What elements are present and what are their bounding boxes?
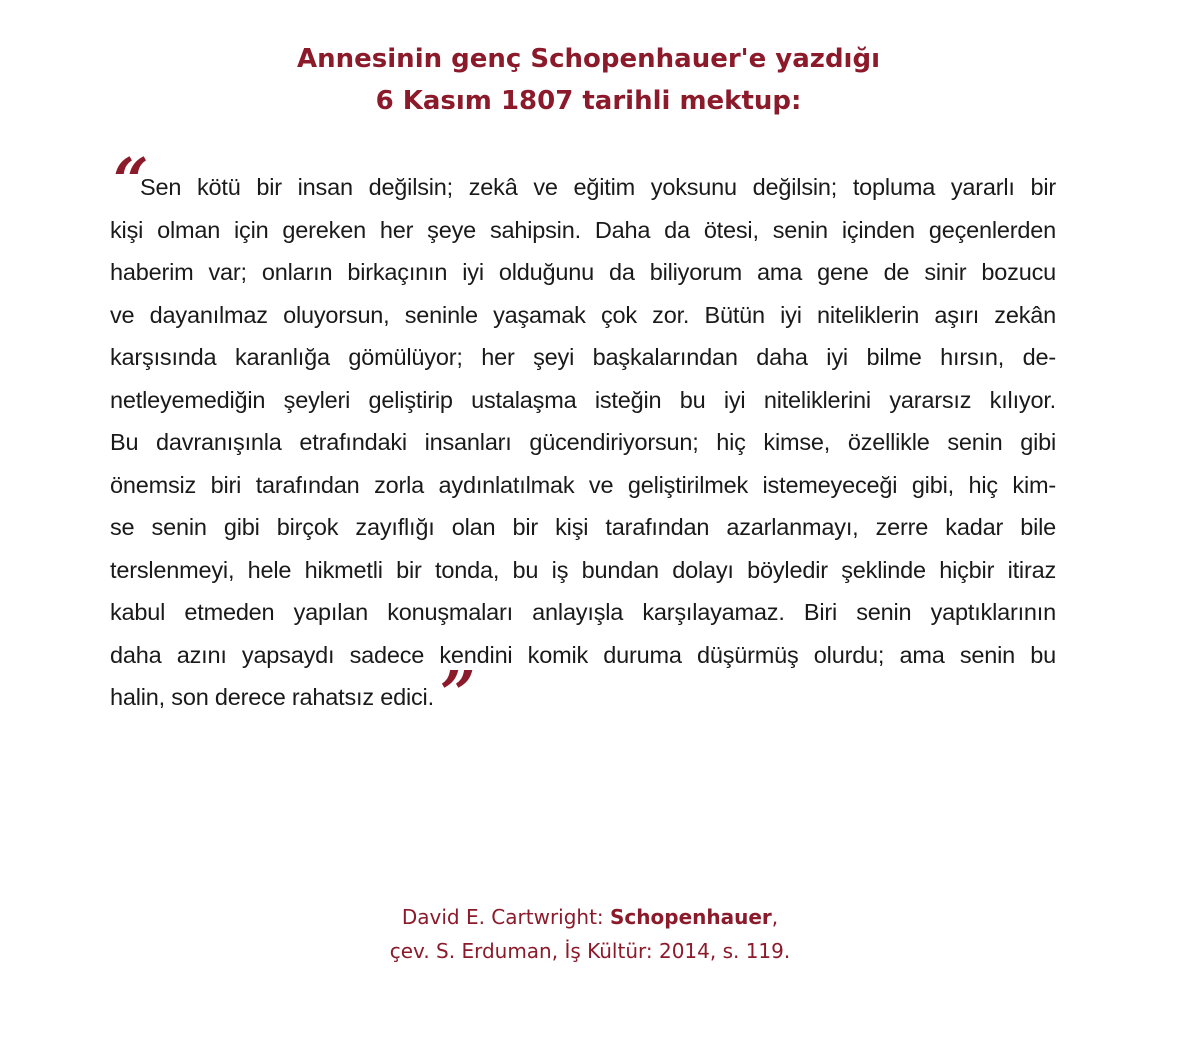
title-line-1: Annesinin genç Schopenhauer'e yazdığı (297, 44, 880, 74)
quote-line: karşısında karanlığa gömülüyor; her şeyi başkalarından daha iyi bilme hırsın, de- (110, 344, 1056, 370)
quote-line: se senin gibi birçok zayıflığı olan bir kişi tarafından azarlanmayı, zerre kadar bile (110, 514, 1056, 540)
close-quote-mark: ” (439, 657, 476, 730)
quote-line: kişi olman için gereken her şeye sahipsin. Daha da ötesi, senin içinden geçenlerden (110, 216, 1056, 243)
quote-line-text: Sen kötü bir insan değilsin; zekâ ve eğitim yoksunu değilsin; topluma yararlı bir (140, 174, 1056, 200)
quote-line: netleyemediğin şeyleri geliştirip ustalaşma isteğin bu iyi niteliklerini yararsız kılıyor. (110, 386, 1056, 413)
quote-line: terslenmeyi, hele hikmetli bir tonda, bu iş bundan dolayı böyledir şeklinde hiçbir itiraz (110, 556, 1056, 583)
open-quote-mark: “ (113, 144, 149, 217)
quote-body (110, 166, 1056, 730)
quote-line: Bu davranışınla etrafındaki insanları gücendiriyorsun; hiç kimse, özellikle senin gibi (110, 429, 1056, 455)
quote-line: önemsiz biri tarafından zorla aydınlatılmak ve geliştirilmek istemeyeceği gibi, hiç kim- (110, 471, 1056, 498)
quote-line (110, 657, 1056, 730)
title-line-2: 6 Kasım 1807 tarihli mektup: (375, 86, 802, 116)
citation-comma: , (771, 905, 779, 929)
quote-line-text: halin, son derece rahatsız edici. (110, 684, 434, 710)
citation-line-2: çev. S. Erduman, İş Kültür: 2014, s. 119. (389, 939, 791, 963)
citation-author: David E. Cartwright: (401, 905, 611, 929)
citation-book-title: Schopenhauer (610, 905, 772, 929)
quote-line: ve dayanılmaz oluyorsun, seninle yaşamak çok zor. Bütün iyi niteliklerin aşırı zekân (110, 301, 1056, 328)
quote-line: kabul etmeden yapılan konuşmaları anlayışla karşılayamaz. Biri senin yaptıklarının (110, 599, 1056, 625)
quote-line: daha azını yapsaydı sadece kendini komik duruma düşürmüş olurdu; ama senin bu (110, 641, 1056, 668)
quote-line: haberim var; onların birkaçının iyi olduğunu da biliyorum ama gene de sinir bozucu (110, 259, 1056, 285)
citation (330, 900, 850, 968)
page-title (0, 38, 1177, 122)
citation-line-1 (330, 900, 850, 934)
quote-line (110, 166, 1056, 209)
